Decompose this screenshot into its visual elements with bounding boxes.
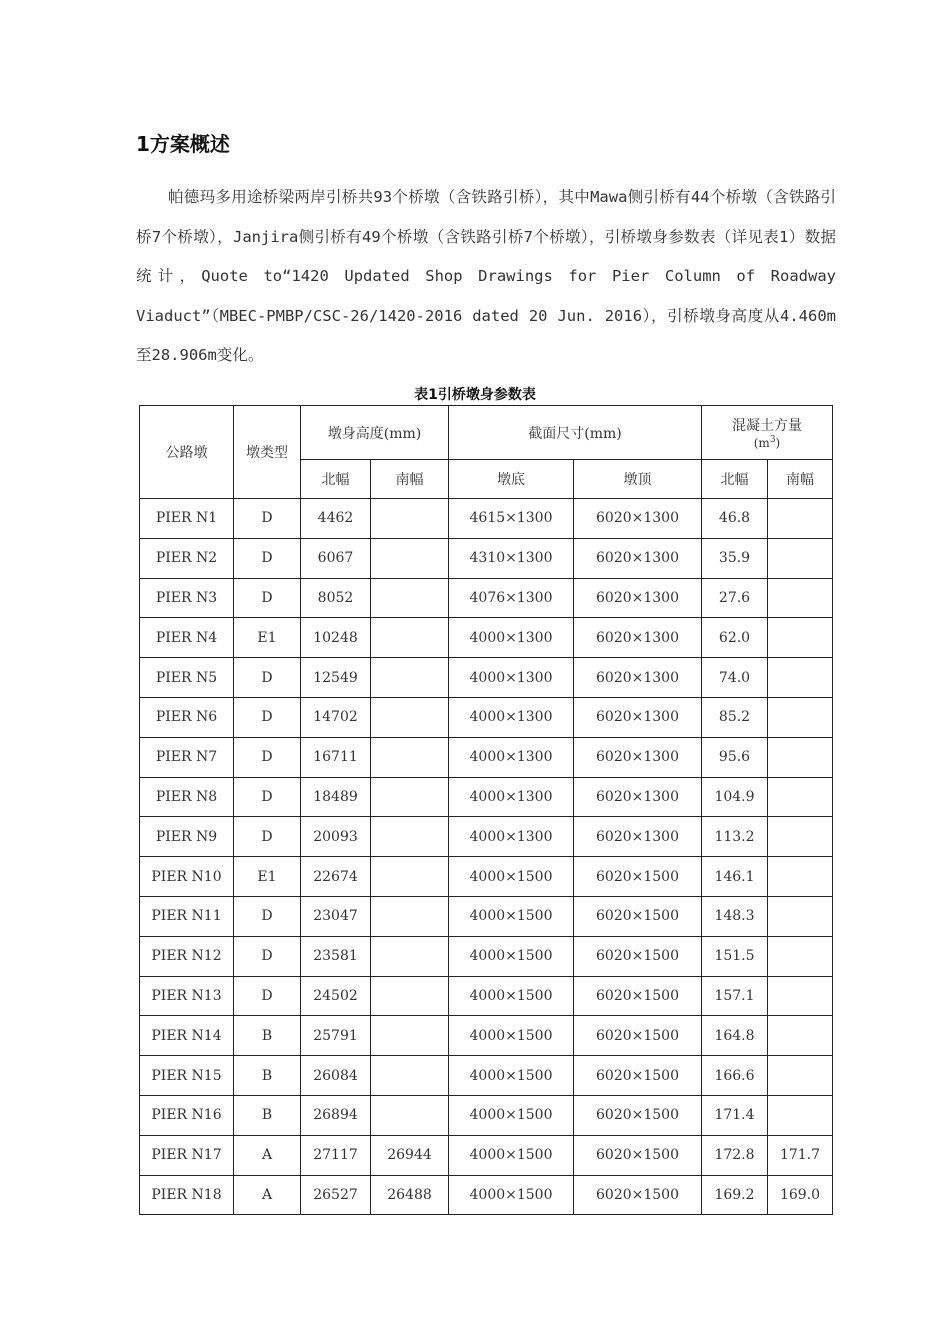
table-caption: 表1引桥墩身参数表 — [414, 387, 536, 403]
cell-height-south — [371, 777, 449, 817]
cell-pier: PIER N4 — [140, 618, 234, 658]
header-section: 截面尺寸(mm) — [449, 406, 702, 460]
table-row — [140, 936, 833, 976]
cell-volume-north: 157.1 — [702, 976, 768, 1016]
table-row — [140, 1135, 833, 1175]
cell-section-bottom: 4000×1300 — [449, 618, 574, 658]
cell-volume-north: 146.1 — [702, 857, 768, 897]
cell-section-top: 6020×1300 — [574, 817, 702, 857]
cell-height-south — [371, 896, 449, 936]
section-heading: 1方案概述 — [136, 132, 230, 156]
cell-height-north: 14702 — [301, 697, 371, 737]
cell-height-north: 26527 — [301, 1175, 371, 1215]
cell-height-south — [371, 857, 449, 897]
header-concrete-unit: $(m^3)$ — [753, 435, 781, 450]
cell-height-north: 25791 — [301, 1016, 371, 1056]
cell-section-top: 6020×1300 — [574, 538, 702, 578]
cell-section-bottom: 4000×1300 — [449, 777, 574, 817]
cell-type: A — [234, 1175, 301, 1215]
cell-height-south — [371, 578, 449, 618]
header-height-south: 南幅 — [371, 460, 449, 499]
cell-type: D — [234, 777, 301, 817]
cell-section-bottom: 4000×1500 — [449, 857, 574, 897]
cell-volume-north: 35.9 — [702, 538, 768, 578]
table-row — [140, 817, 833, 857]
cell-height-south — [371, 1056, 449, 1096]
cell-type: B — [234, 1095, 301, 1135]
cell-height-north: 6067 — [301, 538, 371, 578]
cell-volume-north: 151.5 — [702, 936, 768, 976]
cell-type: D — [234, 817, 301, 857]
header-section-top: 墩顶 — [574, 460, 702, 499]
cell-pier: PIER N8 — [140, 777, 234, 817]
table-row — [140, 737, 833, 777]
cell-type: B — [234, 1056, 301, 1096]
cell-type: E1 — [234, 857, 301, 897]
cell-section-top: 6020×1300 — [574, 499, 702, 539]
cell-section-top: 6020×1300 — [574, 737, 702, 777]
table-row — [140, 618, 833, 658]
cell-height-south — [371, 817, 449, 857]
cell-pier: PIER N17 — [140, 1135, 234, 1175]
table-row — [140, 538, 833, 578]
cell-volume-south — [768, 936, 833, 976]
cell-section-top: 6020×1500 — [574, 857, 702, 897]
cell-height-north: 20093 — [301, 817, 371, 857]
table-row — [140, 1175, 833, 1215]
cell-volume-north: 166.6 — [702, 1056, 768, 1096]
cell-height-north: 10248 — [301, 618, 371, 658]
table-row — [140, 777, 833, 817]
cell-volume-south — [768, 737, 833, 777]
cell-pier: PIER N12 — [140, 936, 234, 976]
cell-pier: PIER N10 — [140, 857, 234, 897]
cell-volume-south — [768, 499, 833, 539]
cell-height-south — [371, 538, 449, 578]
cell-height-north: 23047 — [301, 896, 371, 936]
cell-volume-north: 148.3 — [702, 896, 768, 936]
cell-type: D — [234, 658, 301, 698]
cell-height-south: 26488 — [371, 1175, 449, 1215]
header-concrete-north: 北幅 — [702, 460, 768, 499]
table-row — [140, 857, 833, 897]
cell-section-bottom: 4000×1300 — [449, 737, 574, 777]
cell-height-south — [371, 697, 449, 737]
cell-height-north: 23581 — [301, 936, 371, 976]
cell-type: D — [234, 936, 301, 976]
cell-height-north: 8052 — [301, 578, 371, 618]
pier-parameter-table — [139, 405, 833, 1215]
cell-section-bottom: 4000×1500 — [449, 976, 574, 1016]
table-row — [140, 976, 833, 1016]
cell-section-bottom: 4000×1500 — [449, 896, 574, 936]
cell-section-top: 6020×1500 — [574, 1016, 702, 1056]
cell-volume-north: 27.6 — [702, 578, 768, 618]
cell-height-north: 18489 — [301, 777, 371, 817]
cell-volume-south — [768, 1095, 833, 1135]
table-row — [140, 1095, 833, 1135]
cell-volume-south — [768, 817, 833, 857]
cell-volume-north: 95.6 — [702, 737, 768, 777]
cell-height-north: 24502 — [301, 976, 371, 1016]
cell-height-north: 26084 — [301, 1056, 371, 1096]
cell-volume-south: 171.7 — [768, 1135, 833, 1175]
cell-section-bottom: 4000×1500 — [449, 1175, 574, 1215]
cell-pier: PIER N7 — [140, 737, 234, 777]
cell-volume-north: 62.0 — [702, 618, 768, 658]
cell-height-south — [371, 658, 449, 698]
cell-height-south — [371, 976, 449, 1016]
cell-section-bottom: 4000×1300 — [449, 697, 574, 737]
cell-height-north: 27117 — [301, 1135, 371, 1175]
table-row — [140, 1016, 833, 1056]
cell-section-bottom: 4000×1500 — [449, 936, 574, 976]
cell-section-top: 6020×1500 — [574, 1095, 702, 1135]
cell-height-north: 4462 — [301, 499, 371, 539]
cell-type: A — [234, 1135, 301, 1175]
cell-height-south — [371, 1095, 449, 1135]
cell-type: D — [234, 499, 301, 539]
cell-pier: PIER N14 — [140, 1016, 234, 1056]
table-row — [140, 578, 833, 618]
cell-height-north: 12549 — [301, 658, 371, 698]
cell-volume-south — [768, 697, 833, 737]
cell-pier: PIER N15 — [140, 1056, 234, 1096]
cell-volume-south — [768, 578, 833, 618]
cell-volume-south — [768, 976, 833, 1016]
cell-height-north: 22674 — [301, 857, 371, 897]
cell-volume-north: 171.4 — [702, 1095, 768, 1135]
cell-type: D — [234, 697, 301, 737]
cell-volume-south: 169.0 — [768, 1175, 833, 1215]
cell-pier: PIER N18 — [140, 1175, 234, 1215]
cell-type: D — [234, 578, 301, 618]
cell-volume-north: 85.2 — [702, 697, 768, 737]
cell-pier: PIER N3 — [140, 578, 234, 618]
header-concrete — [702, 406, 833, 460]
cell-volume-south — [768, 777, 833, 817]
table-row — [140, 896, 833, 936]
cell-volume-north: 169.2 — [702, 1175, 768, 1215]
cell-volume-north: 104.9 — [702, 777, 768, 817]
cell-section-bottom: 4000×1500 — [449, 1056, 574, 1096]
cell-section-top: 6020×1300 — [574, 578, 702, 618]
cell-section-top: 6020×1300 — [574, 697, 702, 737]
table-body — [140, 499, 833, 1215]
cell-pier: PIER N1 — [140, 499, 234, 539]
cell-section-top: 6020×1500 — [574, 1135, 702, 1175]
header-type: 墩类型 — [234, 406, 301, 499]
cell-pier: PIER N16 — [140, 1095, 234, 1135]
cell-section-bottom: 4076×1300 — [449, 578, 574, 618]
cell-type: D — [234, 896, 301, 936]
header-height: 墩身高度(mm) — [301, 406, 449, 460]
cell-type: B — [234, 1016, 301, 1056]
cell-section-top: 6020×1300 — [574, 658, 702, 698]
cell-volume-south — [768, 1016, 833, 1056]
cell-section-top: 6020×1500 — [574, 976, 702, 1016]
table-row — [140, 499, 833, 539]
cell-volume-north: 113.2 — [702, 817, 768, 857]
cell-pier: PIER N2 — [140, 538, 234, 578]
cell-type: E1 — [234, 618, 301, 658]
cell-height-south — [371, 499, 449, 539]
cell-volume-north: 164.8 — [702, 1016, 768, 1056]
cell-height-north: 26894 — [301, 1095, 371, 1135]
cell-section-top: 6020×1500 — [574, 1175, 702, 1215]
cell-height-north: 16711 — [301, 737, 371, 777]
table-row — [140, 697, 833, 737]
cell-height-south: 26944 — [371, 1135, 449, 1175]
cell-pier: PIER N5 — [140, 658, 234, 698]
cell-section-bottom: 4310×1300 — [449, 538, 574, 578]
cell-height-south — [371, 936, 449, 976]
cell-height-south — [371, 737, 449, 777]
cell-pier: PIER N11 — [140, 896, 234, 936]
cell-volume-south — [768, 618, 833, 658]
cell-section-bottom: 4000×1500 — [449, 1135, 574, 1175]
cell-pier: PIER N13 — [140, 976, 234, 1016]
cell-volume-south — [768, 1056, 833, 1096]
cell-section-top: 6020×1500 — [574, 936, 702, 976]
cell-volume-north: 172.8 — [702, 1135, 768, 1175]
cell-volume-south — [768, 658, 833, 698]
table-row — [140, 658, 833, 698]
cell-type: D — [234, 538, 301, 578]
header-section-bottom: 墩底 — [449, 460, 574, 499]
cell-section-bottom: 4000×1500 — [449, 1016, 574, 1056]
cell-volume-south — [768, 857, 833, 897]
cell-pier: PIER N6 — [140, 697, 234, 737]
header-height-north: 北幅 — [301, 460, 371, 499]
cell-section-bottom: 4615×1300 — [449, 499, 574, 539]
cell-section-top: 6020×1300 — [574, 777, 702, 817]
cell-type: D — [234, 976, 301, 1016]
cell-section-top: 6020×1500 — [574, 1056, 702, 1096]
header-concrete-south: 南幅 — [768, 460, 833, 499]
table-row — [140, 1056, 833, 1096]
cell-section-bottom: 4000×1300 — [449, 817, 574, 857]
cell-section-top: 6020×1500 — [574, 896, 702, 936]
cell-pier: PIER N9 — [140, 817, 234, 857]
cell-volume-north: 74.0 — [702, 658, 768, 698]
overview-paragraph: 帕德玛多用途桥梁两岸引桥共93个桥墩（含铁路引桥），其中Mawa侧引桥有44个桥墩（含铁路引桥7个桥墩），Janjira侧引桥有49个桥墩（含铁路引桥7个桥墩），引桥墩身参数表（详见表1）数据统计，Quote to“1420 Updated Shop Drawings for Pier Column of Roadway Viaduct”（MBEC-PMBP/CSC-26/1420-2016 dated 20 Jun. 2016），引桥墩身高度从4.460m至28.906m变化。 — [136, 188, 836, 364]
cell-section-bottom: 4000×1300 — [449, 658, 574, 698]
header-concrete-label: 混凝土方量 — [732, 418, 802, 434]
cell-volume-south — [768, 896, 833, 936]
cell-height-south — [371, 1016, 449, 1056]
cell-volume-north: 46.8 — [702, 499, 768, 539]
cell-section-top: 6020×1300 — [574, 618, 702, 658]
cell-section-bottom: 4000×1500 — [449, 1095, 574, 1135]
cell-type: D — [234, 737, 301, 777]
cell-volume-south — [768, 538, 833, 578]
cell-height-south — [371, 618, 449, 658]
header-pier: 公路墩 — [140, 406, 234, 499]
